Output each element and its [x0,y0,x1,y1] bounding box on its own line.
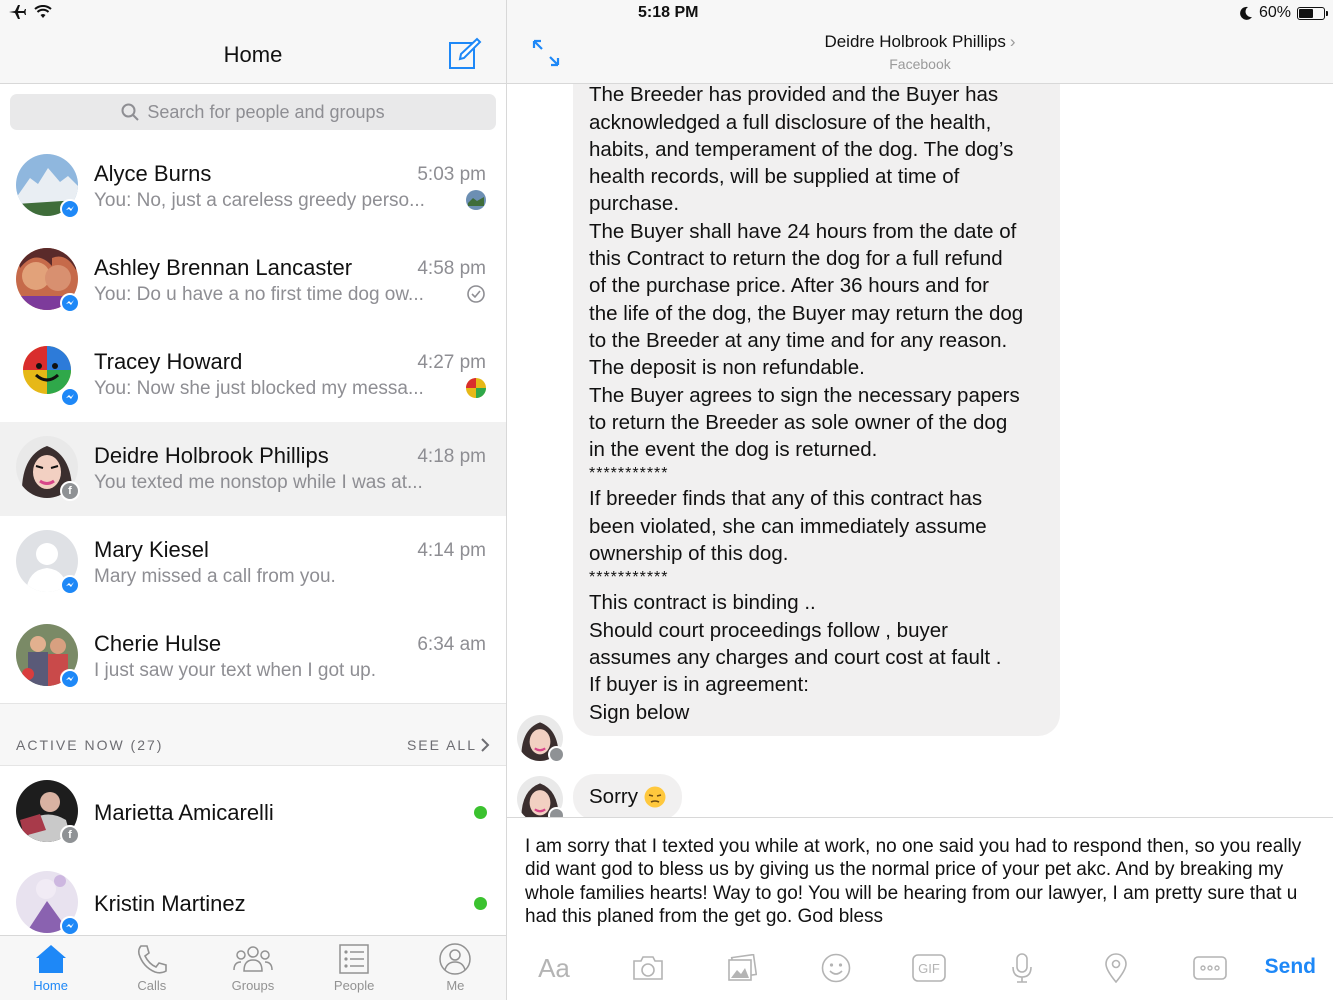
message-line: This contract is binding .. [589,591,816,615]
conversation-list-pane [0,0,507,1000]
message-line: Sign below [589,700,690,724]
phone-icon [135,943,169,975]
message-line: to return the Breeder as sole owner of the dog [589,410,1008,434]
battery-fill [1299,9,1313,18]
conversation-time: 4:14 pm [417,540,486,561]
see-all-button[interactable] [407,737,490,753]
conversation-row-deidre-holbrook-phillips[interactable] [0,422,506,516]
conversation-snippet: I just saw your text when I got up. [94,660,376,681]
message-line: the life of the dog, the Buyer may return the dog [589,301,1024,325]
message-line: of the purchase price. After 36 hours and for [589,274,989,298]
search-bar[interactable] [10,94,496,130]
battery-percent: 60% [1258,4,1291,21]
message-text: Sorry [589,785,638,808]
message-line: If buyer is in agreement: [589,673,809,697]
online-status-icon [474,897,487,910]
conversation-list [0,140,506,704]
chat-pane [507,0,1333,1000]
chat-title: Deidre Holbrook Phillips [824,32,1006,51]
message-line: this Contract to return the dog for a full refund [589,247,1003,271]
search-placeholder: Search for people and groups [147,101,385,122]
active-now-title: ACTIVE NOW (27) [16,737,164,753]
tab-bar [0,935,506,1000]
tab-groups[interactable] [202,936,303,1000]
facebook-badge-icon: f [60,825,80,845]
messenger-badge-icon [60,199,80,219]
tab-label: People [333,978,375,993]
conversation-row-tracey-howard[interactable] [0,328,506,422]
search-icon [121,103,139,121]
message-line: habits, and temperament of the dog. The dog’s [589,137,1014,161]
conversation-snippet: You: No, just a careless greedy perso... [94,190,425,211]
message-line: purchase. [589,192,680,216]
message-line: been violated, she can immediately assume [589,514,987,538]
received-message-bubble[interactable] [573,84,1060,736]
seen-avatar-icon [466,378,486,398]
chat-title-button[interactable] [507,32,1333,52]
messenger-badge-icon [60,669,80,689]
microphone-icon [1012,953,1032,983]
left-header [0,0,506,84]
location-pin-icon [1104,953,1128,983]
airplane-icon [8,4,26,20]
active-now-list [0,766,506,948]
message-line: Should court proceedings follow , buyer [589,618,948,642]
more-icon [1193,956,1227,980]
tab-label: Me [446,978,465,993]
message-line: ownership of this dog. [589,542,789,566]
conversation-name: Mary Kiesel [94,537,209,562]
conversation-name: Tracey Howard [94,349,243,374]
message-line: acknowledged a full disclosure of the health, [589,110,992,134]
message-line: The Buyer shall have 24 hours from the date of [589,219,1017,243]
smiley-icon [821,953,851,983]
chevron-right-icon: › [1009,32,1016,51]
people-list-icon [337,943,371,975]
message-composer [507,817,1333,1000]
facebook-badge-icon [548,807,565,817]
conversation-row-mary-kiesel[interactable] [0,516,506,610]
active-person-marietta-amicarelli[interactable] [0,766,506,857]
see-all-label: SEE ALL [406,737,477,753]
active-person-name: Marietta Amicarelli [94,800,274,825]
gif-button[interactable] [911,950,947,986]
conversation-snippet: Mary missed a call from you. [94,566,336,587]
tab-home[interactable] [0,936,101,1000]
message-line: *********** [589,569,669,587]
online-status-icon [474,806,487,819]
status-icons-right [1239,4,1325,22]
composer-toolbar [507,950,1333,990]
disappointed-emoji-icon [644,786,666,808]
page-title: Home [223,42,283,67]
seen-avatar-icon [466,190,486,210]
battery-icon [1297,7,1325,20]
message-line: to the Breeder at any time and for any reason. [589,328,1008,352]
message-line: *********** [589,465,669,483]
message-line: assumes any charges and court cost at fault . [589,645,1002,669]
tab-label: Groups [231,978,275,993]
conversation-snippet: You: Now she just blocked my messa... [94,378,424,399]
photo-gallery-button[interactable] [725,950,759,986]
chat-subtitle: Facebook [889,56,951,72]
battery-tip [1326,11,1328,16]
tab-people[interactable] [304,936,405,1000]
conversation-name: Ashley Brennan Lancaster [94,255,353,280]
messenger-badge-icon [60,387,80,407]
groups-icon [232,943,274,975]
sent-check-icon [466,284,486,304]
photo-gallery-icon [727,954,757,982]
more-options-button[interactable] [1193,950,1227,986]
message-line: in the event the dog is returned. [589,438,878,462]
location-button[interactable] [1101,950,1131,986]
facebook-badge-icon [548,746,565,763]
conversation-name: Deidre Holbrook Phillips [94,443,329,468]
messenger-badge-icon [60,293,80,313]
chevron-right-icon [481,738,490,752]
message-line: health records, will be supplied at time of [589,165,960,189]
message-line: The deposit is non refundable. [589,356,865,380]
conversation-time: 6:34 am [417,634,486,655]
active-now-header [0,703,506,766]
conversation-time: 4:27 pm [417,352,486,373]
voice-button[interactable] [1007,950,1037,986]
home-icon [34,943,68,975]
text-format-button[interactable]: Aa [538,952,570,983]
received-message-bubble-sorry[interactable] [573,774,682,817]
status-icons-left [8,4,52,20]
facebook-badge-icon: f [60,481,80,501]
conversation-time: 5:03 pm [417,164,486,185]
wifi-icon [34,5,52,19]
tab-me[interactable] [405,936,506,1000]
conversation-time: 4:58 pm [417,258,486,279]
messenger-badge-icon [60,575,80,595]
send-button[interactable]: Send [1264,955,1316,978]
active-person-name: Kristin Martinez [94,891,246,916]
profile-icon [438,943,472,975]
camera-icon [632,955,664,981]
message-input[interactable]: I am sorry that I texted you while at work, no one said you had to respond then, so you really did want god to bless us by giving us the normal price of your pet akc. And by breaking my whole families hearts! Way to go! You will be hearing from our lawyer, I am pretty sure that u had this planed from the get go. God bless [525,836,1302,927]
conversation-row-ashley-brennan-lancaster[interactable] [0,234,506,328]
camera-button[interactable] [631,950,665,986]
conversation-name: Alyce Burns [94,161,212,186]
gif-icon [912,954,946,982]
message-line: If breeder finds that any of this contract has [589,487,983,511]
conversation-snippet: You texted me nonstop while I was at... [94,472,423,493]
tab-label: Calls [137,978,167,993]
conversation-row-alyce-burns[interactable] [0,140,506,234]
tab-label: Home [33,978,68,993]
conversation-time: 4:18 pm [417,446,486,467]
message-line: The Breeder has provided and the Buyer has [589,84,999,107]
moon-icon [1239,6,1253,20]
conversation-name: Cherie Hulse [94,631,222,656]
message-thread [507,84,1333,817]
message-line: The Buyer agrees to sign the necessary papers [589,383,1020,407]
messenger-badge-icon [60,916,80,936]
emoji-button[interactable] [819,950,853,986]
status-time: 5:18 PM [638,4,699,21]
conversation-snippet: You: Do u have a no first time dog ow... [94,284,424,305]
conversation-row-cherie-hulse[interactable] [0,610,506,704]
svg-text:GIF: GIF [918,961,940,976]
compose-icon[interactable] [448,37,482,71]
chat-header [507,0,1333,84]
tab-calls[interactable] [101,936,202,1000]
